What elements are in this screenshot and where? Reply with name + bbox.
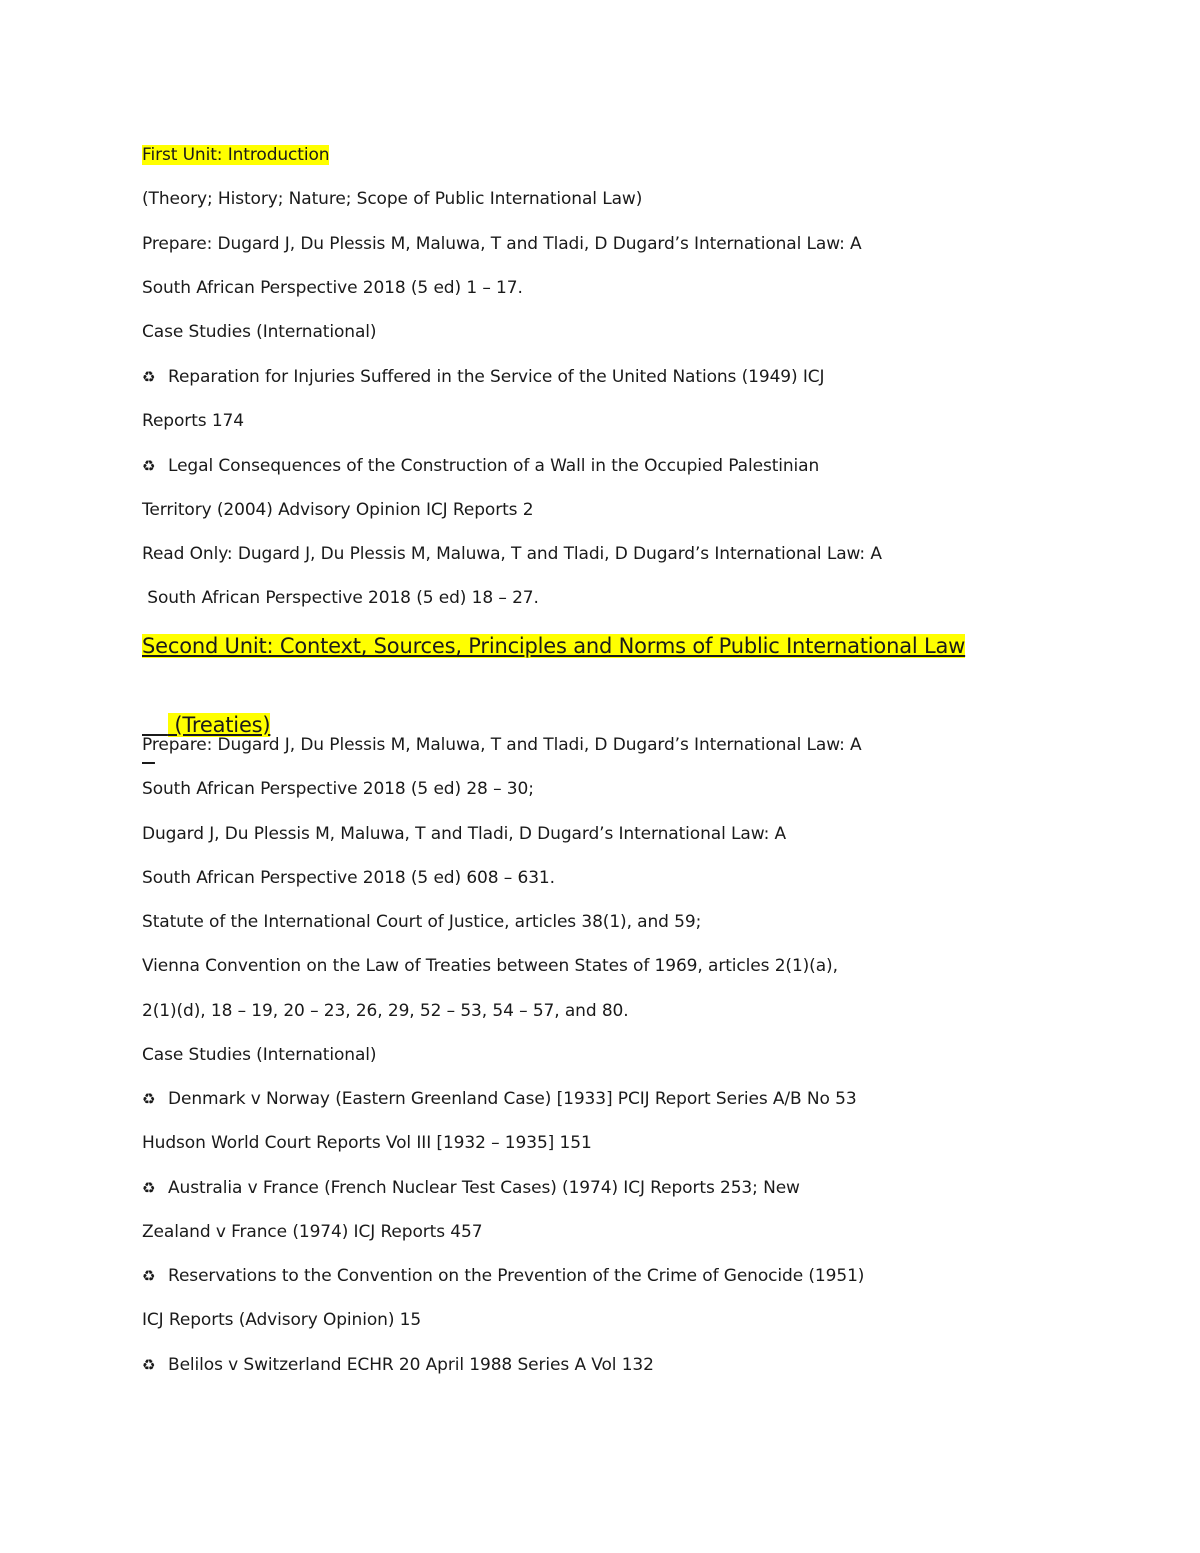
unit2-case-2-text: Australia v France (French Nuclear Test Cases) (1974) ICJ Reports 253; New	[168, 1178, 800, 1198]
unit2-case-3-text: Reservations to the Convention on the Prevention of the Crime of Genocide (1951)	[168, 1266, 865, 1286]
unit2-vienna-line-2: 2(1)(d), 18 – 19, 20 – 23, 26, 29, 52 – 53, 54 – 57, and 80.	[142, 1001, 629, 1021]
unit2-heading-continued: (Treaties)	[167, 713, 271, 737]
unit1-case-1-continued: Reports 174	[142, 411, 244, 431]
unit2-heading-line-1	[142, 632, 965, 660]
unit1-heading: First Unit: Introduction	[142, 145, 330, 165]
unit2-prepare-line-2: South African Perspective 2018 (5 ed) 28 – 30;	[142, 779, 534, 799]
unit2-case-2-continued: Zealand v France (1974) ICJ Reports 457	[142, 1222, 483, 1242]
unit1-subtitle: (Theory; History; Nature; Scope of Public International Law)	[142, 189, 643, 209]
unit1-case-studies-label: Case Studies (International)	[142, 322, 377, 342]
unit1-prepare-line-2: South African Perspective 2018 (5 ed) 1 – 17.	[142, 278, 523, 298]
unit2-case-1	[142, 1088, 857, 1110]
unit2-case-4	[142, 1354, 654, 1376]
unit1-case-2-text: Legal Consequences of the Construction of a Wall in the Occupied Palestinian	[168, 456, 820, 476]
unit1-heading-line	[142, 144, 329, 166]
unit1-prepare-line-1: Prepare: Dugard J, Du Plessis M, Maluwa, T and Tladi, D Dugard’s International Law: A	[142, 234, 862, 254]
unit2-case-studies-label: Case Studies (International)	[142, 1045, 377, 1065]
unit1-read-only-line-2: South African Perspective 2018 (5 ed) 18 – 27.	[142, 588, 539, 608]
recycle-bullet-icon: ♻	[142, 1090, 156, 1108]
unit1-read-only-line-1: Read Only: Dugard J, Du Plessis M, Maluwa, T and Tladi, D Dugard’s International Law: A	[142, 544, 882, 564]
recycle-bullet-icon: ♻	[142, 1179, 156, 1197]
unit2-case-1-continued: Hudson World Court Reports Vol III [1932 – 1935] 151	[142, 1133, 592, 1153]
unit2-statute: Statute of the International Court of Justice, articles 38(1), and 59;	[142, 912, 702, 932]
unit1-case-2	[142, 455, 819, 477]
unit1-case-2-continued: Territory (2004) Advisory Opinion ICJ Reports 2	[142, 500, 534, 520]
unit2-heading: Second Unit: Context, Sources, Principles and Norms of Public International Law	[142, 634, 966, 658]
recycle-bullet-icon: ♻	[142, 1267, 156, 1285]
recycle-bullet-icon: ♻	[142, 368, 156, 386]
unit2-case-3	[142, 1265, 864, 1287]
unit2-vienna-line-1: Vienna Convention on the Law of Treaties between States of 1969, articles 2(1)(a),	[142, 956, 838, 976]
unit1-case-1-text: Reparation for Injuries Suffered in the Service of the United Nations (1949) ICJ	[168, 367, 825, 387]
unit2-case-1-text: Denmark v Norway (Eastern Greenland Case) [1933] PCIJ Report Series A/B No 53	[168, 1089, 857, 1109]
unit2-reference-line-1: Dugard J, Du Plessis M, Maluwa, T and Tladi, D Dugard’s International Law: A	[142, 824, 787, 844]
unit2-case-3-continued: ICJ Reports (Advisory Opinion) 15	[142, 1310, 422, 1330]
unit2-prepare-line-1: Prepare: Dugard J, Du Plessis M, Maluwa, T and Tladi, D Dugard’s International Law: A	[142, 735, 862, 755]
unit2-case-2	[142, 1177, 800, 1199]
unit2-case-4-text: Belilos v Switzerland ECHR 20 April 1988 Series A Vol 132	[168, 1355, 654, 1375]
recycle-bullet-icon: ♻	[142, 1356, 156, 1374]
unit1-case-1	[142, 366, 824, 388]
unit2-reference-line-2: South African Perspective 2018 (5 ed) 608 – 631.	[142, 868, 555, 888]
recycle-bullet-icon: ♻	[142, 457, 156, 475]
